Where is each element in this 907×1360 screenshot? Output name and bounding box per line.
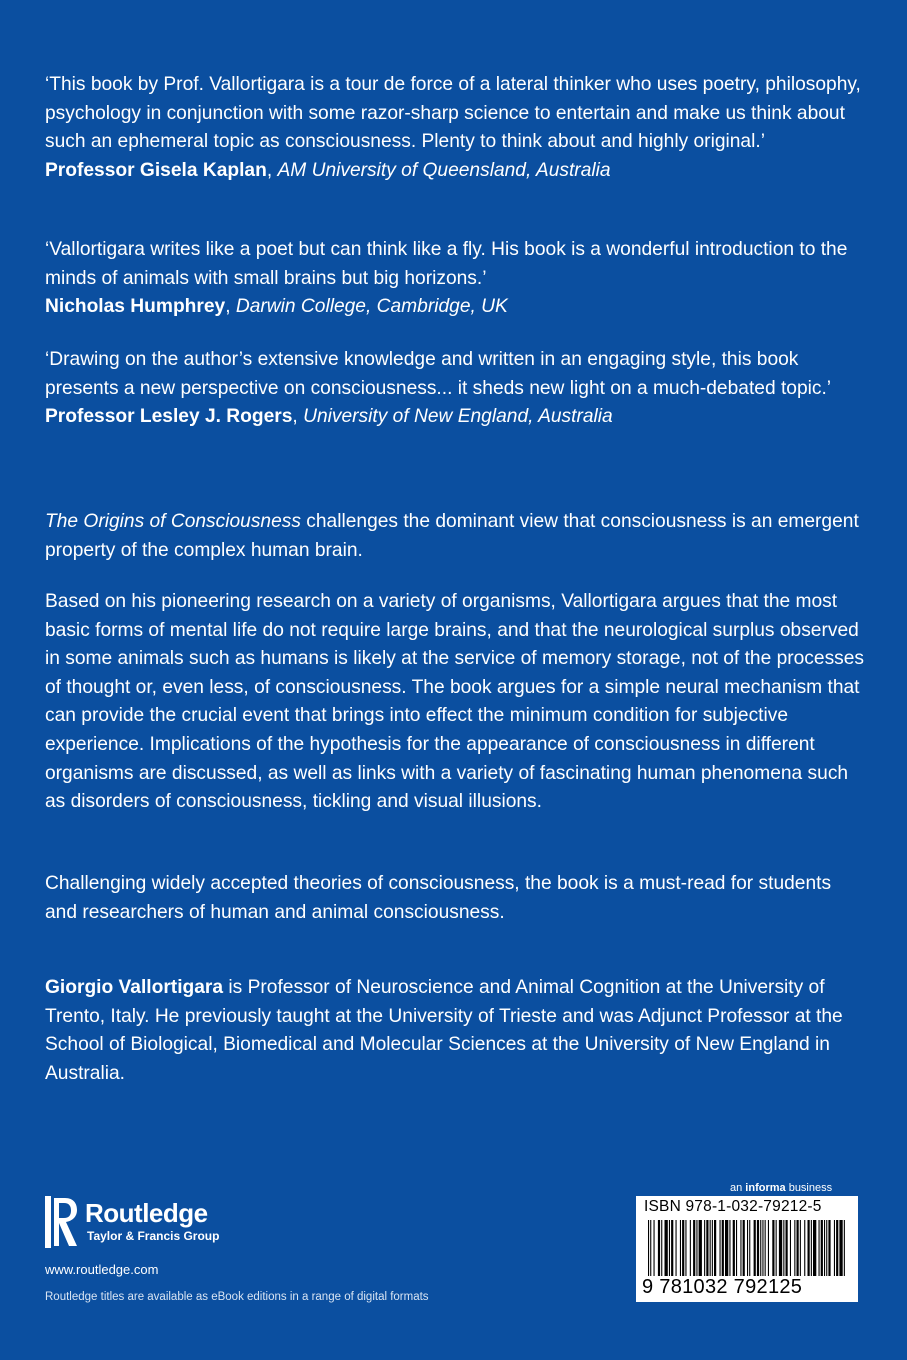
quote-attribution: Professor Lesley J. Rogers, University of New England, Australia xyxy=(45,406,613,428)
description-intro-text: challenges the dominant view that consciousness is an emergent property of the complex human brain. xyxy=(45,511,859,561)
barcode-bar xyxy=(671,1220,673,1276)
barcode-bar xyxy=(834,1220,835,1276)
description-paragraph xyxy=(45,508,865,565)
barcode-bar xyxy=(836,1220,838,1276)
barcode-bar xyxy=(776,1220,777,1276)
ebook-note: Routledge titles are available as eBook editions in a range of digital formats xyxy=(45,1291,429,1303)
barcode-bar xyxy=(669,1220,670,1276)
endorsement-quote xyxy=(45,236,865,322)
barcode-bar xyxy=(658,1220,660,1276)
barcode-bar xyxy=(824,1220,825,1276)
barcode-bar xyxy=(828,1220,830,1276)
barcode-bar xyxy=(740,1220,741,1276)
barcode-bar xyxy=(790,1220,791,1276)
endorsement-quote xyxy=(45,71,865,185)
barcode-bar xyxy=(680,1220,681,1276)
quote-text: ‘Drawing on the author’s extensive knowledge and written in an engaging style, this book presents a new perspective on consciousness... it sheds new light on a much-debated topic.’ xyxy=(45,349,832,399)
barcode-bar xyxy=(661,1220,662,1276)
barcode-bar xyxy=(682,1220,684,1276)
barcode-bar xyxy=(783,1220,784,1276)
barcode-bar xyxy=(725,1220,728,1276)
barcode-bar xyxy=(772,1220,774,1276)
informa-suffix: business xyxy=(785,1182,833,1194)
publisher-group: Taylor & Francis Group xyxy=(87,1229,220,1243)
informa-business-tag xyxy=(730,1182,832,1195)
barcode-bar xyxy=(729,1220,730,1276)
description-paragraph xyxy=(45,870,865,927)
author-name: Giorgio Vallortigara xyxy=(45,977,224,998)
barcode-bar xyxy=(696,1220,697,1276)
endorser-name: Professor Lesley J. Rogers xyxy=(45,406,293,428)
endorser-affiliation: Darwin College, Cambridge, UK xyxy=(235,296,508,318)
barcode-number: 9 781032 792125 xyxy=(642,1276,803,1298)
author-bio-text xyxy=(45,974,865,1088)
barcode-bar xyxy=(811,1220,812,1276)
barcode-bar xyxy=(693,1220,695,1276)
barcode-bar xyxy=(749,1220,750,1276)
barcode-bar xyxy=(826,1220,827,1276)
publisher-logo xyxy=(45,1196,265,1248)
barcode-bar xyxy=(665,1220,668,1276)
barcode-bar xyxy=(720,1220,721,1276)
description-body: Based on his pioneering research on a variety of organisms, Vallortigara argues that the most basic forms of mental life do not require large brains, and that the neurological surplus observed in some animals such as humans is likely at the service of memory storage, not of the processes of thought or, even less, of consciousness. The book argues for a simple neural mechanism that can provide the crucial event that brings into effect the minimum condition for subjective experience. Implications of the hypothesis for the appearance of consciousness in different organisms are discussed, as well as links with a variety of fascinating human phenomena such as disorders of consciousness, tickling and visual illusions. xyxy=(45,591,865,813)
barcode-bar xyxy=(654,1220,655,1276)
barcode-bar xyxy=(762,1220,763,1276)
endorser-name: Professor Gisela Kaplan xyxy=(45,159,267,181)
barcode-bar xyxy=(821,1220,823,1276)
barcode-bar xyxy=(794,1220,795,1276)
barcode-bar xyxy=(714,1220,716,1276)
barcode-bar xyxy=(786,1220,788,1276)
endorser-name: Nicholas Humphrey xyxy=(45,296,226,318)
barcode-bar xyxy=(768,1220,769,1276)
book-title: The Origins of Consciousness xyxy=(45,511,301,532)
quote-text: ‘Vallortigara writes like a poet but can think like a fly. His book is a wonderful introduction to the minds of animals with small brains but big horizons.’ xyxy=(45,239,848,289)
isbn-label: ISBN 978-1-032-79212-5 xyxy=(644,1198,822,1215)
barcode-bar xyxy=(839,1220,842,1276)
barcode-bar xyxy=(733,1220,735,1276)
barcode-bar xyxy=(648,1220,649,1276)
quote-attribution: Nicholas Humphrey, Darwin College, Cambridge, UK xyxy=(45,296,508,318)
endorser-affiliation: University of New England, Australia xyxy=(303,406,613,428)
quote-text: ‘This book by Prof. Vallortigara is a tour de force of a lateral thinker who uses poetry, philosophy, psychology in conjunction with some razor-sharp science to entertain and make us think about such an ephemeral topic as consciousness. Plenty to think about and highly original.’ xyxy=(45,74,861,153)
author-bio-body: is Professor of Neuroscience and Animal Cognition at the University of Trento, Italy. He previously taught at the University of Trieste and was Adjunct Professor at the School of Biological, Biomedical and Molecular Sciences at the University of New England in Australia. xyxy=(45,977,843,1084)
informa-prefix: an xyxy=(730,1182,746,1194)
barcode-bar xyxy=(804,1220,805,1276)
barcode-bar xyxy=(765,1220,766,1276)
barcode-bar xyxy=(736,1220,737,1276)
barcode-bar xyxy=(712,1220,713,1276)
publisher-url[interactable]: www.routledge.com xyxy=(45,1262,159,1277)
barcode-bar xyxy=(722,1220,724,1276)
barcode-bar xyxy=(813,1220,816,1276)
barcode-bar xyxy=(797,1220,799,1276)
isbn-barcode xyxy=(636,1196,858,1302)
barcode-bar xyxy=(808,1220,810,1276)
barcode-bar xyxy=(699,1220,702,1276)
barcode-bar xyxy=(690,1220,691,1276)
barcode-bar xyxy=(760,1220,761,1276)
barcode-bar xyxy=(757,1220,759,1276)
routledge-r-logo-icon xyxy=(45,1196,79,1248)
barcode-bar xyxy=(819,1220,820,1276)
barcode-bar xyxy=(747,1220,748,1276)
barcode-bar xyxy=(710,1220,711,1276)
endorser-affiliation: AM University of Queensland, Australia xyxy=(277,159,611,181)
barcode-bar xyxy=(650,1220,651,1276)
barcode-bar xyxy=(844,1220,845,1276)
barcode-bar xyxy=(754,1220,756,1276)
barcode-bar xyxy=(685,1220,686,1276)
quote-attribution: Professor Gisela Kaplan, AM University of Queensland, Australia xyxy=(45,159,611,181)
author-bio xyxy=(45,974,865,1088)
description-paragraph xyxy=(45,588,865,817)
informa-brand: informa xyxy=(745,1182,786,1194)
publisher-name: Routledge xyxy=(85,1198,208,1228)
barcode-bar xyxy=(676,1220,677,1276)
endorsement-quote xyxy=(45,346,865,432)
barcode-bars xyxy=(646,1220,848,1276)
description-intro xyxy=(45,508,865,565)
barcode-bar xyxy=(706,1220,708,1276)
barcode-bar xyxy=(704,1220,705,1276)
barcode-bar xyxy=(800,1220,801,1276)
barcode-bar xyxy=(779,1220,782,1276)
description-closing: Challenging widely accepted theories of consciousness, the book is a must-read for students and researchers of human and animal consciousness. xyxy=(45,873,832,923)
barcode-bar xyxy=(743,1220,745,1276)
